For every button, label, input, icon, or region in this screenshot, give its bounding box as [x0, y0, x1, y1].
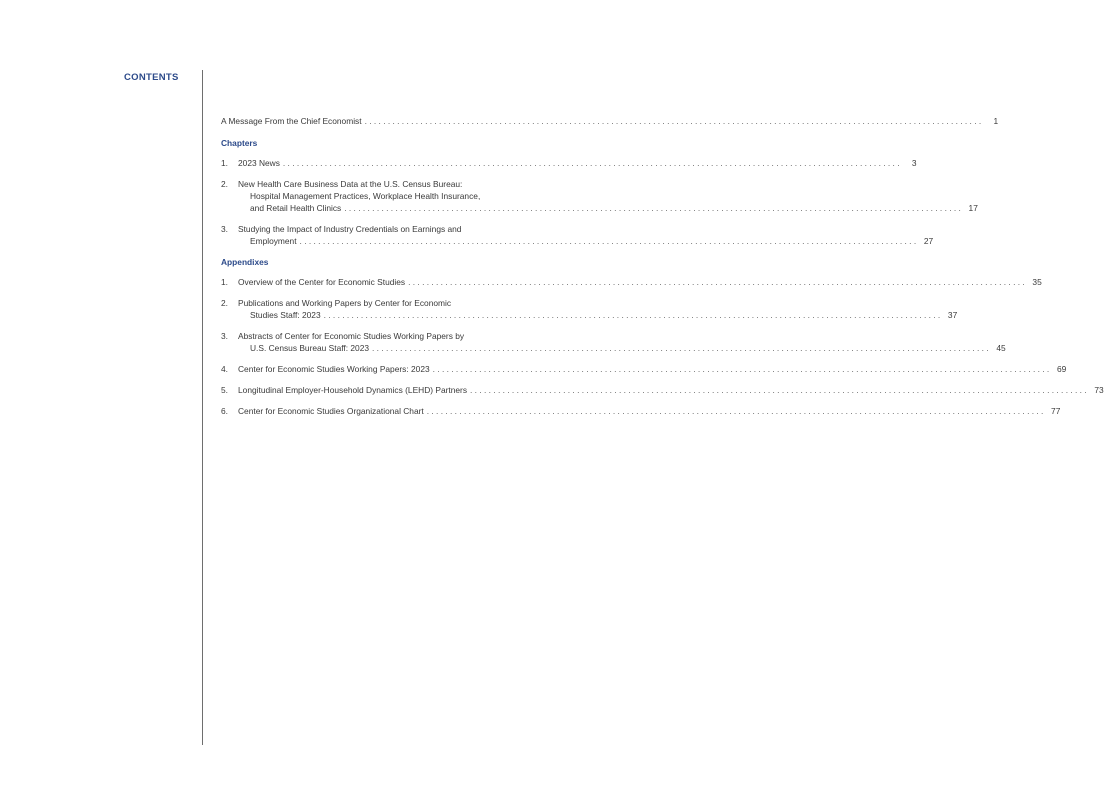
chapters-entry-2[interactable]: [221, 178, 978, 214]
dot-leader: [408, 276, 1025, 288]
toc-entry-number: 1.: [221, 277, 228, 287]
dot-leader: [365, 115, 982, 127]
toc-entry-page: 35: [1032, 277, 1042, 287]
appendixes-entry-1[interactable]: [221, 276, 1042, 288]
toc-entry-page: 77: [1051, 406, 1061, 416]
toc-entry-page: 45: [996, 343, 1006, 353]
toc-entry-number: 3.: [221, 331, 228, 341]
appendixes-entry-3[interactable]: [221, 330, 1006, 354]
chapters-entry-3[interactable]: [221, 223, 934, 247]
dot-leader: [324, 309, 941, 321]
appendixes-entry-6[interactable]: [221, 405, 1061, 417]
toc-entry-page: 73: [1094, 385, 1104, 395]
table-of-contents: [221, 115, 1104, 426]
appendixes-entry-4[interactable]: [221, 363, 1067, 375]
toc-entry-page: 3: [911, 158, 917, 168]
toc-entry-title-line: Studies Staff: 2023: [250, 310, 321, 320]
dot-leader: [372, 342, 989, 354]
toc-entry-title: A Message From the Chief Economist: [221, 116, 362, 126]
section-heading-chapters: Chapters: [221, 138, 258, 148]
toc-entry-title-line: 2023 News: [238, 158, 280, 168]
contents-heading: CONTENTS: [124, 72, 179, 83]
chapters-entry-1[interactable]: [221, 157, 917, 169]
vertical-divider: [202, 70, 203, 745]
toc-entry-number: 1.: [221, 158, 228, 168]
chapters-list: [221, 157, 978, 247]
dot-leader: [344, 202, 961, 214]
toc-entry-title-line: Overview of the Center for Economic Studies: [238, 277, 406, 287]
toc-entry-number: 5.: [221, 385, 228, 395]
toc-entry-title-line: Publications and Working Papers by Center for Economic: [238, 298, 452, 308]
appendixes-entry-2[interactable]: [221, 297, 958, 321]
dot-leader: [300, 235, 917, 247]
toc-entry-title-line: Center for Economic Studies Organizational Chart: [238, 406, 424, 416]
section-heading-appendixes: Appendixes: [221, 257, 269, 267]
toc-entry-title-line: Studying the Impact of Industry Credentials on Earnings and: [238, 224, 462, 234]
toc-entry-page: 1: [993, 116, 999, 126]
toc-entry-number: 4.: [221, 364, 228, 374]
dot-leader: [433, 363, 1050, 375]
toc-entry-page: 17: [968, 203, 978, 213]
toc-entry-title-line: Abstracts of Center for Economic Studies Working Papers by: [238, 331, 465, 341]
dot-leader: [427, 405, 1044, 417]
dot-leader: [470, 384, 1087, 396]
appendixes-entry-5[interactable]: [221, 384, 1104, 396]
dot-leader: [283, 157, 900, 169]
toc-entry-title-line: U.S. Census Bureau Staff: 2023: [250, 343, 370, 353]
toc-entry-page: 69: [1056, 364, 1067, 374]
toc-entry-number: 2.: [221, 179, 228, 189]
toc-entry-title-line: Hospital Management Practices, Workplace Health Insurance,: [250, 191, 481, 201]
toc-entry-title-line: Employment: [250, 236, 297, 246]
appendixes-list: [221, 276, 1104, 417]
toc-entry-title-line: New Health Care Business Data at the U.S. Census Bureau:: [238, 179, 463, 189]
toc-entry-page: 27: [923, 236, 934, 246]
toc-entry-page: 37: [947, 310, 958, 320]
toc-entry-title-line: and Retail Health Clinics: [250, 203, 342, 213]
toc-entry-chief-economist-message[interactable]: [221, 115, 999, 127]
toc-entry-number: 3.: [221, 224, 228, 234]
toc-entry-number: 6.: [221, 406, 228, 416]
toc-entry-number: 2.: [221, 298, 228, 308]
toc-entry-title-line: Longitudinal Employer-Household Dynamics (LEHD) Partners: [238, 385, 468, 395]
toc-entry-title-line: Center for Economic Studies Working Papers: 2023: [238, 364, 430, 374]
